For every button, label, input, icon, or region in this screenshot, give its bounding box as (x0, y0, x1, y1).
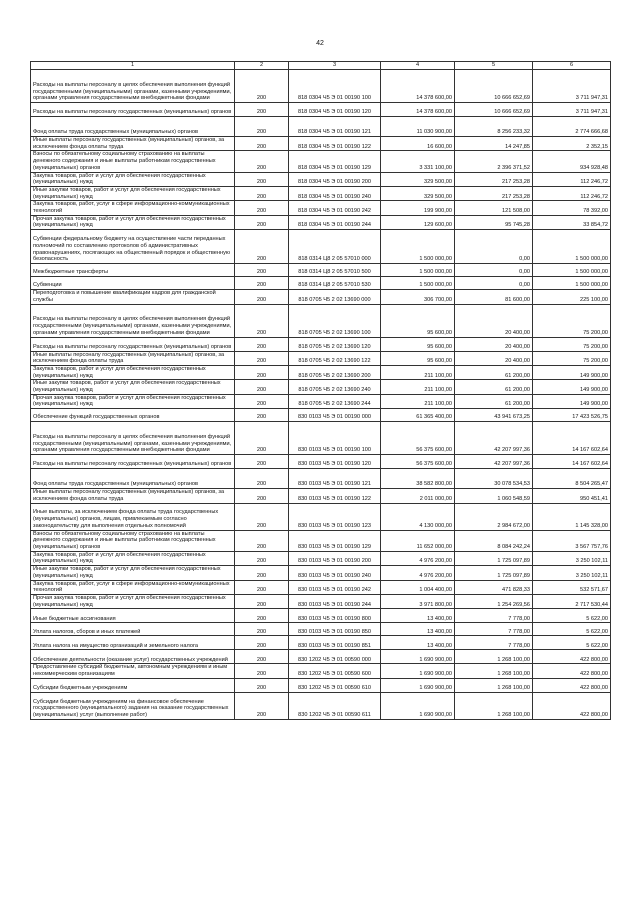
executed-amount: 42 207 997,36 (455, 455, 533, 469)
unexecuted-amount: 5 622,00 (533, 636, 611, 650)
table-row (31, 609, 611, 623)
page-number: 42 (316, 40, 324, 47)
table-row (31, 530, 611, 551)
expense-name: Обеспечение функций государственных органов (31, 409, 235, 422)
expense-name: Субвенции (31, 277, 235, 290)
executed-amount: 121 508,00 (455, 201, 533, 215)
table-row (31, 186, 611, 200)
unexecuted-amount: 8 504 265,47 (533, 469, 611, 489)
table-row (31, 215, 611, 229)
executed-amount: 10 666 652,69 (455, 70, 533, 103)
table-row (31, 394, 611, 408)
budget-classification-code: 818 0304 Ч5 Э 01 00190 242 (289, 201, 381, 215)
approved-amount: 1 690 900,00 (381, 664, 455, 678)
executed-amount: 1 254 269,56 (455, 594, 533, 608)
table-row (31, 594, 611, 608)
unexecuted-amount: 75 200,00 (533, 304, 611, 337)
line-code: 200 (235, 186, 289, 200)
expense-name: Закупка товаров, работ, услуг в сфере информационно-коммуникационных технологий (31, 580, 235, 594)
executed-amount: 61 200,00 (455, 365, 533, 379)
expense-name: Расходы на выплаты персоналу государственных (муниципальных) органов (31, 337, 235, 351)
approved-amount: 13 400,00 (381, 623, 455, 636)
expense-name: Субвенции федеральному бюджету на осуществление части переданных полномочий по составлению протоколов об административных правонарушениях, посягающих на общественный порядок и общественную безопасность (31, 230, 235, 264)
executed-amount: 0,00 (455, 264, 533, 277)
unexecuted-amount: 422 800,00 (533, 692, 611, 719)
unexecuted-amount: 78 392,00 (533, 201, 611, 215)
budget-classification-code: 830 0103 Ч5 Э 01 00190 200 (289, 551, 381, 565)
executed-amount: 7 778,00 (455, 609, 533, 623)
executed-amount: 1 268 100,00 (455, 664, 533, 678)
budget-classification-code: 830 0103 Ч5 Э 01 00190 000 (289, 409, 381, 422)
executed-amount: 1 725 097,89 (455, 566, 533, 580)
approved-amount: 3 971 800,00 (381, 594, 455, 608)
unexecuted-amount: 17 423 526,75 (533, 409, 611, 422)
expense-name: Иные выплаты персоналу государственных (муниципальных) органов, за исключением фонда оплаты труда (31, 351, 235, 365)
unexecuted-amount: 3 250 102,11 (533, 566, 611, 580)
approved-amount: 14 378 600,00 (381, 103, 455, 117)
table-row (31, 650, 611, 664)
expense-name: Предоставление субсидий бюджетным, автономным учреждениям и иным некоммерческим организациям (31, 664, 235, 678)
unexecuted-amount: 149 900,00 (533, 380, 611, 394)
table-row (31, 151, 611, 172)
executed-amount: 14 247,85 (455, 137, 533, 151)
table-row (31, 172, 611, 186)
line-code: 200 (235, 304, 289, 337)
expense-name: Прочая закупка товаров, работ и услуг для обеспечения государственных (муниципальных) нужд (31, 594, 235, 608)
line-code: 200 (235, 664, 289, 678)
approved-amount: 95 600,00 (381, 351, 455, 365)
line-code: 200 (235, 469, 289, 489)
expense-name: Иные выплаты, за исключением фонда оплаты труда государственных (муниципальных) органов, лицам, привлекаемым согласно законодательству для выполнения отдельных полномочий (31, 503, 235, 530)
line-code: 200 (235, 380, 289, 394)
table-row (31, 636, 611, 650)
table-row (31, 664, 611, 678)
expense-name: Иные выплаты персоналу государственных (муниципальных) органов, за исключением фонда оплаты труда (31, 137, 235, 151)
table-row (31, 304, 611, 337)
table-row (31, 201, 611, 215)
table-row (31, 455, 611, 469)
executed-amount: 42 207 997,36 (455, 422, 533, 455)
column-number: 5 (455, 62, 533, 70)
executed-amount: 95 745,28 (455, 215, 533, 229)
budget-classification-code: 830 1202 Ч5 Э 01 00590 610 (289, 678, 381, 692)
approved-amount: 1 500 000,00 (381, 277, 455, 290)
line-code: 200 (235, 215, 289, 229)
executed-amount: 1 268 100,00 (455, 678, 533, 692)
line-code: 200 (235, 277, 289, 290)
budget-classification-code: 830 0103 Ч5 Э 01 00190 123 (289, 503, 381, 530)
budget-classification-code: 818 0705 Ч5 2 02 13690 244 (289, 394, 381, 408)
line-code: 200 (235, 530, 289, 551)
approved-amount: 211 100,00 (381, 380, 455, 394)
approved-amount: 56 375 600,00 (381, 422, 455, 455)
line-code: 200 (235, 650, 289, 664)
expense-name: Расходы на выплаты персоналу государственных (муниципальных) органов (31, 455, 235, 469)
column-number: 4 (381, 62, 455, 70)
executed-amount: 471 828,33 (455, 580, 533, 594)
expense-name: Взносы по обязательному социальному страхованию на выплаты денежного содержания и иные выплаты работникам государственных (муниципальных) органов (31, 530, 235, 551)
expense-name: Расходы на выплаты персоналу в целях обеспечения выполнения функций государственными (муниципальными) органами, казенными учреждениями, органами управления государственными внебюджетными фондами (31, 70, 235, 103)
approved-amount: 11 030 900,00 (381, 117, 455, 137)
executed-amount: 20 400,00 (455, 337, 533, 351)
approved-amount: 4 130 000,00 (381, 503, 455, 530)
executed-amount: 2 396 371,52 (455, 151, 533, 172)
expense-name: Уплата налогов, сборов и иных платежей (31, 623, 235, 636)
executed-amount: 8 084 242,24 (455, 530, 533, 551)
approved-amount: 1 004 400,00 (381, 580, 455, 594)
line-code: 200 (235, 580, 289, 594)
table-row (31, 365, 611, 379)
expense-name: Закупка товаров, работ и услуг для обеспечения государственных (муниципальных) нужд (31, 365, 235, 379)
line-code: 200 (235, 70, 289, 103)
expense-name: Расходы на выплаты персоналу в целях обеспечения выполнения функций государственными (муниципальными) органами, казенными учреждениями, органами управления государственными внебюджетными фондами (31, 304, 235, 337)
expense-name: Фонд оплаты труда государственных (муниципальных) органов (31, 469, 235, 489)
approved-amount: 11 652 000,00 (381, 530, 455, 551)
line-code: 200 (235, 503, 289, 530)
budget-classification-code: 818 0304 Ч5 Э 01 00190 121 (289, 117, 381, 137)
table-row (31, 489, 611, 503)
approved-amount: 1 690 900,00 (381, 650, 455, 664)
approved-amount: 14 378 600,00 (381, 70, 455, 103)
approved-amount: 4 976 200,00 (381, 566, 455, 580)
budget-classification-code: 830 0103 Ч5 Э 01 00190 800 (289, 609, 381, 623)
budget-classification-code: 818 0705 Ч5 2 02 13690 122 (289, 351, 381, 365)
approved-amount: 4 976 200,00 (381, 551, 455, 565)
unexecuted-amount: 950 451,41 (533, 489, 611, 503)
approved-amount: 1 690 900,00 (381, 692, 455, 719)
table-row (31, 264, 611, 277)
budget-classification-code: 818 0304 Ч5 Э 01 00190 122 (289, 137, 381, 151)
approved-amount: 16 600,00 (381, 137, 455, 151)
executed-amount: 8 256 233,32 (455, 117, 533, 137)
table-row (31, 70, 611, 103)
expense-name: Субсидии бюджетным учреждениям (31, 678, 235, 692)
budget-classification-code: 830 0103 Ч5 Э 01 00190 851 (289, 636, 381, 650)
table-row (31, 566, 611, 580)
budget-classification-code: 818 0705 Ч5 2 02 13690 120 (289, 337, 381, 351)
approved-amount: 199 900,00 (381, 201, 455, 215)
expense-name: Переподготовка и повышение квалификации кадров для гражданской службы (31, 290, 235, 304)
expense-name: Иные бюджетные ассигнования (31, 609, 235, 623)
budget-classification-code: 830 0103 Ч5 Э 01 00190 850 (289, 623, 381, 636)
executed-amount: 10 666 652,69 (455, 103, 533, 117)
executed-amount: 61 200,00 (455, 380, 533, 394)
executed-amount: 1 268 100,00 (455, 650, 533, 664)
budget-classification-code: 818 0304 Ч5 Э 01 00190 129 (289, 151, 381, 172)
executed-amount: 1 725 097,89 (455, 551, 533, 565)
expense-name: Уплата налога на имущество организаций и земельного налога (31, 636, 235, 650)
table-row (31, 422, 611, 455)
approved-amount: 329 500,00 (381, 186, 455, 200)
executed-amount: 0,00 (455, 230, 533, 264)
budget-classification-code: 818 0705 Ч5 2 02 13690 240 (289, 380, 381, 394)
unexecuted-amount: 225 100,00 (533, 290, 611, 304)
budget-classification-code: 818 0304 Ч5 Э 01 00190 240 (289, 186, 381, 200)
expense-name: Закупка товаров, работ, услуг в сфере информационно-коммуникационных технологий (31, 201, 235, 215)
table-row (31, 551, 611, 565)
budget-classification-code: 830 1202 Ч5 Э 01 00590 611 (289, 692, 381, 719)
approved-amount: 95 600,00 (381, 304, 455, 337)
column-number: 6 (533, 62, 611, 70)
expense-name: Прочая закупка товаров, работ и услуг для обеспечения государственных (муниципальных) нужд (31, 394, 235, 408)
expense-name: Иные выплаты персоналу государственных (муниципальных) органов, за исключением фонда оплаты труда (31, 489, 235, 503)
executed-amount: 81 600,00 (455, 290, 533, 304)
line-code: 200 (235, 137, 289, 151)
unexecuted-amount: 75 200,00 (533, 351, 611, 365)
line-code: 200 (235, 172, 289, 186)
line-code: 200 (235, 566, 289, 580)
unexecuted-amount: 33 854,72 (533, 215, 611, 229)
budget-classification-code: 818 0705 Ч5 2 02 13690 000 (289, 290, 381, 304)
executed-amount: 20 400,00 (455, 304, 533, 337)
budget-classification-code: 830 0103 Ч5 Э 01 00190 242 (289, 580, 381, 594)
unexecuted-amount: 14 167 602,64 (533, 422, 611, 455)
line-code: 200 (235, 678, 289, 692)
budget-classification-code: 830 0103 Ч5 Э 01 00190 100 (289, 422, 381, 455)
budget-classification-code: 818 0304 Ч5 Э 01 00190 200 (289, 172, 381, 186)
approved-amount: 1 500 000,00 (381, 264, 455, 277)
unexecuted-amount: 112 246,72 (533, 172, 611, 186)
unexecuted-amount: 1 500 000,00 (533, 277, 611, 290)
approved-amount: 329 500,00 (381, 172, 455, 186)
unexecuted-amount: 422 800,00 (533, 664, 611, 678)
column-number-row (31, 62, 611, 70)
table-row (31, 290, 611, 304)
approved-amount: 1 690 900,00 (381, 678, 455, 692)
table-row (31, 623, 611, 636)
unexecuted-amount: 149 900,00 (533, 365, 611, 379)
executed-amount: 7 778,00 (455, 636, 533, 650)
budget-classification-code: 830 1202 Ч5 Э 01 00590 000 (289, 650, 381, 664)
budget-classification-code: 830 0103 Ч5 Э 01 00190 122 (289, 489, 381, 503)
budget-classification-code: 830 0103 Ч5 Э 01 00190 129 (289, 530, 381, 551)
line-code: 200 (235, 551, 289, 565)
unexecuted-amount: 422 800,00 (533, 678, 611, 692)
unexecuted-amount: 532 571,67 (533, 580, 611, 594)
line-code: 200 (235, 290, 289, 304)
expense-name: Иные закупки товаров, работ и услуг для обеспечения государственных (муниципальных) нужд (31, 186, 235, 200)
line-code: 200 (235, 103, 289, 117)
table-row (31, 380, 611, 394)
unexecuted-amount: 149 900,00 (533, 394, 611, 408)
table-row (31, 103, 611, 117)
approved-amount: 13 400,00 (381, 609, 455, 623)
line-code: 200 (235, 151, 289, 172)
unexecuted-amount: 5 622,00 (533, 609, 611, 623)
unexecuted-amount: 2 352,15 (533, 137, 611, 151)
line-code: 200 (235, 692, 289, 719)
unexecuted-amount: 3 711 947,31 (533, 70, 611, 103)
budget-classification-code: 818 0314 Ц8 2 05 57010 530 (289, 277, 381, 290)
table-row (31, 351, 611, 365)
approved-amount: 38 582 800,00 (381, 469, 455, 489)
executed-amount: 30 078 534,53 (455, 469, 533, 489)
budget-classification-code: 830 0103 Ч5 Э 01 00190 120 (289, 455, 381, 469)
line-code: 200 (235, 351, 289, 365)
table-row (31, 503, 611, 530)
approved-amount: 95 600,00 (381, 337, 455, 351)
executed-amount: 217 253,28 (455, 172, 533, 186)
approved-amount: 13 400,00 (381, 636, 455, 650)
line-code: 200 (235, 409, 289, 422)
unexecuted-amount: 3 567 757,76 (533, 530, 611, 551)
line-code: 200 (235, 623, 289, 636)
approved-amount: 211 100,00 (381, 394, 455, 408)
line-code: 200 (235, 201, 289, 215)
expense-name: Прочая закупка товаров, работ и услуг для обеспечения государственных (муниципальных) нужд (31, 215, 235, 229)
budget-classification-code: 818 0304 Ч5 Э 01 00190 244 (289, 215, 381, 229)
budget-classification-code: 818 0314 Ц8 2 05 57010 000 (289, 230, 381, 264)
unexecuted-amount: 934 928,48 (533, 151, 611, 172)
line-code: 200 (235, 636, 289, 650)
unexecuted-amount: 112 246,72 (533, 186, 611, 200)
unexecuted-amount: 3 711 947,31 (533, 103, 611, 117)
column-number: 1 (31, 62, 235, 70)
expense-name: Фонд оплаты труда государственных (муниципальных) органов (31, 117, 235, 137)
expense-name: Межбюджетные трансферты (31, 264, 235, 277)
column-number: 2 (235, 62, 289, 70)
line-code: 200 (235, 264, 289, 277)
table-row (31, 678, 611, 692)
executed-amount: 20 400,00 (455, 351, 533, 365)
expense-name: Субсидии бюджетным учреждениям на финансовое обеспечение государственного (муниципального) задания на оказание государственных (муниципальных) услуг (выполнение работ) (31, 692, 235, 719)
unexecuted-amount: 2 774 666,68 (533, 117, 611, 137)
budget-classification-code: 818 0304 Ч5 Э 01 00190 100 (289, 70, 381, 103)
budget-classification-code: 830 0103 Ч5 Э 01 00190 244 (289, 594, 381, 608)
unexecuted-amount: 1 145 328,00 (533, 503, 611, 530)
executed-amount: 1 268 100,00 (455, 692, 533, 719)
table-row (31, 337, 611, 351)
approved-amount: 2 011 000,00 (381, 489, 455, 503)
budget-classification-code: 818 0705 Ч5 2 02 13690 200 (289, 365, 381, 379)
line-code: 200 (235, 489, 289, 503)
executed-amount: 61 200,00 (455, 394, 533, 408)
budget-classification-code: 830 0103 Ч5 Э 01 00190 240 (289, 566, 381, 580)
approved-amount: 1 500 000,00 (381, 230, 455, 264)
approved-amount: 56 375 600,00 (381, 455, 455, 469)
unexecuted-amount: 1 500 000,00 (533, 264, 611, 277)
executed-amount: 7 778,00 (455, 623, 533, 636)
budget-classification-code: 830 1202 Ч5 Э 01 00590 600 (289, 664, 381, 678)
executed-amount: 43 941 673,25 (455, 409, 533, 422)
table-row (31, 277, 611, 290)
approved-amount: 211 100,00 (381, 365, 455, 379)
table-row (31, 117, 611, 137)
unexecuted-amount: 5 622,00 (533, 623, 611, 636)
table-row (31, 409, 611, 422)
unexecuted-amount: 14 167 602,64 (533, 455, 611, 469)
budget-classification-code: 818 0314 Ц8 2 05 57010 500 (289, 264, 381, 277)
column-number: 3 (289, 62, 381, 70)
expense-name: Взносы по обязательному социальному страхованию на выплаты денежного содержания и иные выплаты работникам государственных (муниципальных) органов (31, 151, 235, 172)
expense-name: Расходы на выплаты персоналу в целях обеспечения выполнения функций государственными (муниципальными) органами, казенными учреждениями, органами управления государственными внебюджетными фондами (31, 422, 235, 455)
executed-amount: 0,00 (455, 277, 533, 290)
expense-name: Закупка товаров, работ и услуг для обеспечения государственных (муниципальных) нужд (31, 551, 235, 565)
line-code: 200 (235, 117, 289, 137)
expense-name: Иные закупки товаров, работ и услуг для обеспечения государственных (муниципальных) нужд (31, 566, 235, 580)
unexecuted-amount: 3 250 102,11 (533, 551, 611, 565)
executed-amount: 1 060 548,59 (455, 489, 533, 503)
unexecuted-amount: 75 200,00 (533, 337, 611, 351)
table-row (31, 469, 611, 489)
budget-classification-code: 830 0103 Ч5 Э 01 00190 121 (289, 469, 381, 489)
table-row (31, 692, 611, 719)
unexecuted-amount: 2 717 530,44 (533, 594, 611, 608)
line-code: 200 (235, 337, 289, 351)
table-row (31, 580, 611, 594)
expense-name: Закупка товаров, работ и услуг для обеспечения государственных (муниципальных) нужд (31, 172, 235, 186)
unexecuted-amount: 422 800,00 (533, 650, 611, 664)
table-row (31, 230, 611, 264)
expense-name: Иные закупки товаров, работ и услуг для обеспечения государственных (муниципальных) нужд (31, 380, 235, 394)
executed-amount: 217 253,28 (455, 186, 533, 200)
line-code: 200 (235, 455, 289, 469)
approved-amount: 129 600,00 (381, 215, 455, 229)
executed-amount: 2 984 672,00 (455, 503, 533, 530)
expense-name: Расходы на выплаты персоналу государственных (муниципальных) органов (31, 103, 235, 117)
expense-name: Обеспечение деятельности (оказание услуг) государственных учреждений (31, 650, 235, 664)
line-code: 200 (235, 422, 289, 455)
unexecuted-amount: 1 500 000,00 (533, 230, 611, 264)
budget-classification-code: 818 0705 Ч5 2 02 13690 100 (289, 304, 381, 337)
line-code: 200 (235, 394, 289, 408)
table-row (31, 137, 611, 151)
approved-amount: 306 700,00 (381, 290, 455, 304)
approved-amount: 3 331 100,00 (381, 151, 455, 172)
budget-execution-table (30, 61, 611, 720)
budget-classification-code: 818 0304 Ч5 Э 01 00190 120 (289, 103, 381, 117)
line-code: 200 (235, 365, 289, 379)
line-code: 200 (235, 609, 289, 623)
line-code: 200 (235, 230, 289, 264)
approved-amount: 61 365 400,00 (381, 409, 455, 422)
line-code: 200 (235, 594, 289, 608)
